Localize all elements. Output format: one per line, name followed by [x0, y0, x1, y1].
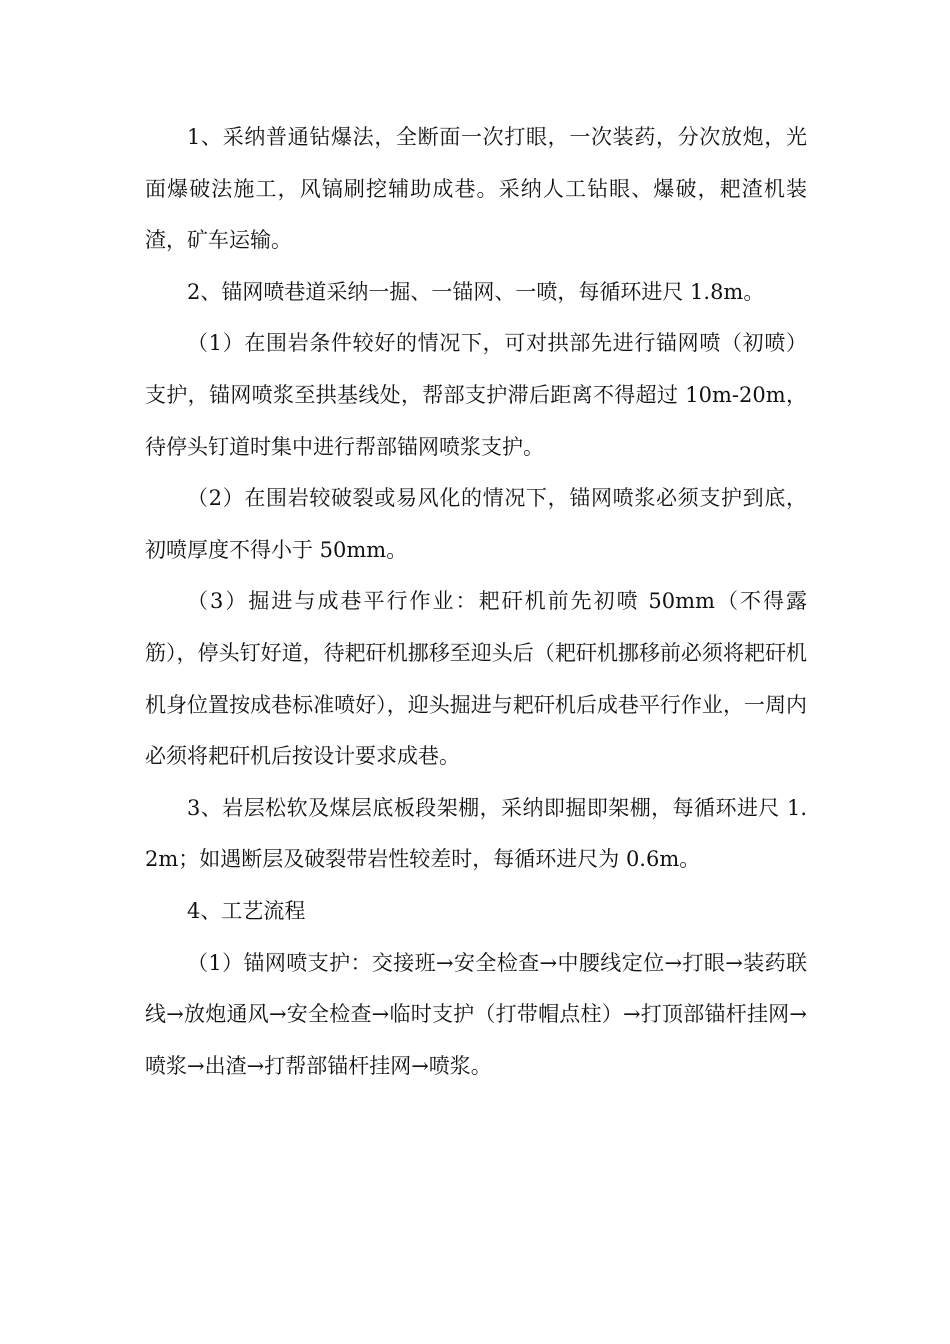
paragraph-2-3-parallel-operation: （3）掘进与成巷平行作业：耙矸机前先初喷 50mm（不得露筋），停头钉好道，待耙矸机挪移至迎头后（耙矸机挪移前必须将耙矸机机身位置按成巷标准喷好），迎头掘进与耙矸机后成巷平行作业，一周内必须将耙矸机后按设计要求成巷。 [145, 589, 807, 769]
paragraph-2-1-good-rock: （1）在围岩条件较好的情况下，可对拱部先进行锚网喷（初喷）支护，锚网喷浆至拱基线处，帮部支护滞后距离不得超过 10m-20m，待停头钉道时集中进行帮部锚网喷浆支护。 [145, 331, 807, 459]
paragraph-3-soft-rock-support: 3、岩层松软及煤层底板段架棚，采纳即掘即架棚，每循环进尺 1.2m；如遇断层及破裂带岩性较差时，每循环进尺为 0.6m。 [145, 795, 807, 872]
paragraph-4-1-process-flow: （1）锚网喷支护：交接班→安全检查→中腰线定位→打眼→装药联线→放炮通风→安全检查→临时支护（打带帽点柱）→打顶部锚杆挂网→喷浆→出渣→打帮部锚杆挂网→喷浆。 [145, 950, 807, 1078]
paragraph-4-process-heading: 4、工艺流程 [187, 898, 306, 923]
paragraph-1-excavation-method: 1、采纳普通钻爆法，全断面一次打眼，一次装药，分次放炮，光面爆破法施工，风镐刷挖辅助成巷。采纳人工钻眼、爆破，耙渣机装渣，矿车运输。 [145, 125, 807, 253]
paragraph-2-bolt-mesh-shotcrete: 2、锚网喷巷道采纳一掘、一锚网、一喷，每循环进尺 1.8m。 [187, 279, 765, 304]
paragraph-2-2-fractured-rock: （2）在围岩较破裂或易风化的情况下，锚网喷浆必须支护到底，初喷厚度不得小于 50mm。 [145, 486, 807, 562]
document-body [145, 112, 807, 1092]
